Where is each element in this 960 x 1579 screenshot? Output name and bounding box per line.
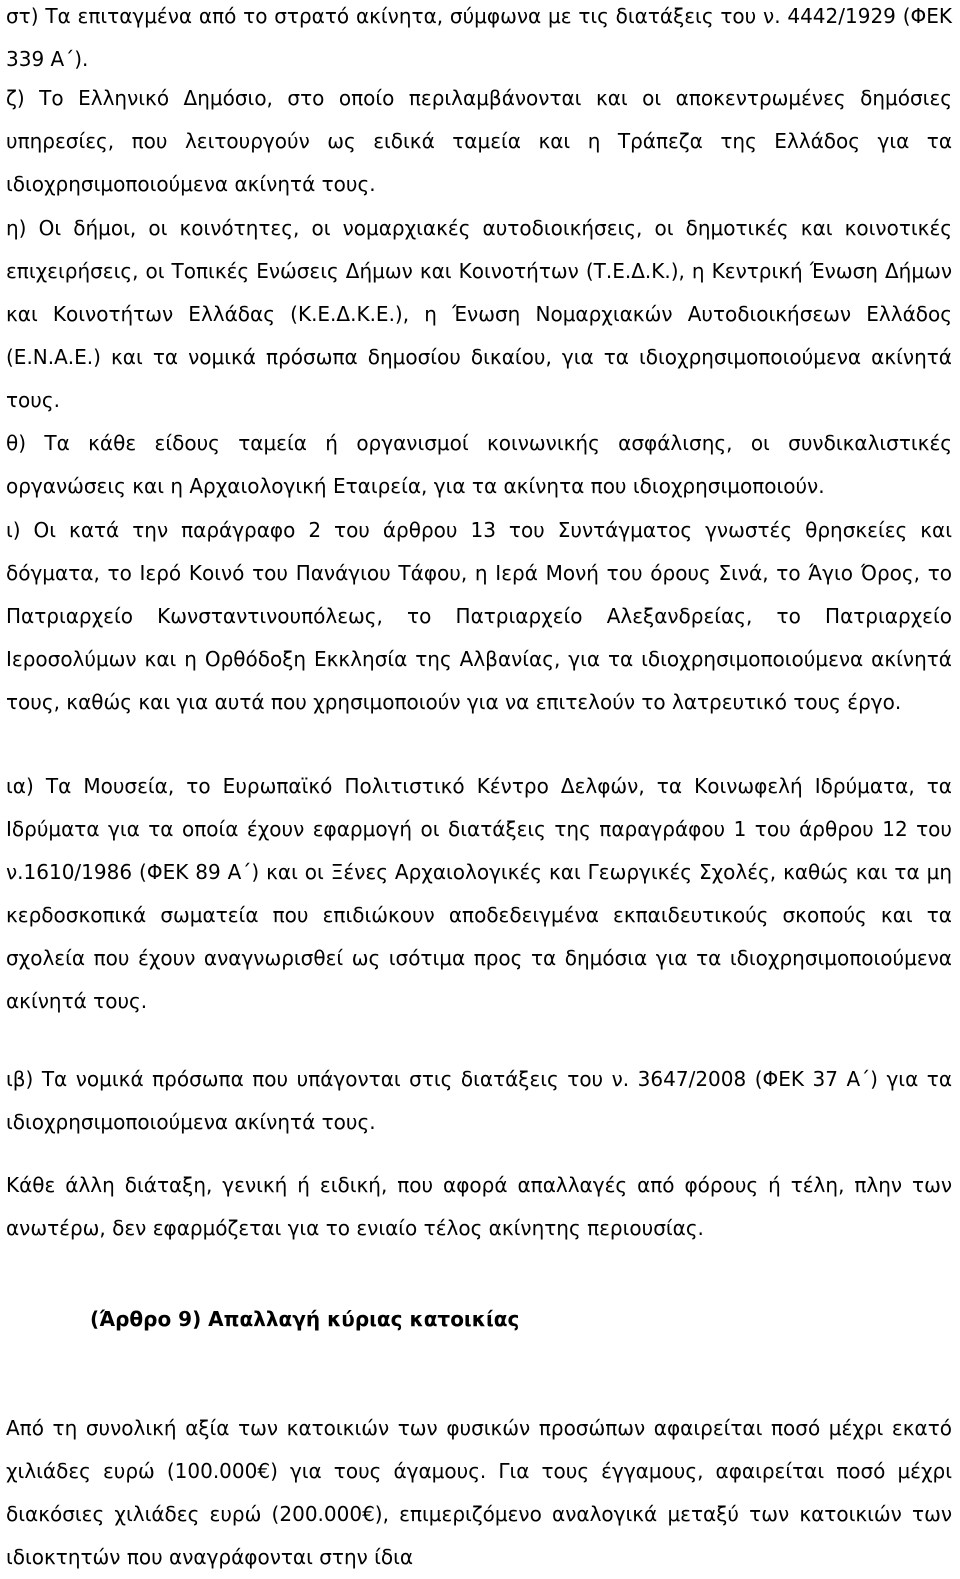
paragraph-ib: ιβ) Τα νομικά πρόσωπα που υπάγονται στις διατάξεις του ν. 3647/2008 (ΦΕΚ 37 Α΄) για τα ιδιοχρησιμοποιούμενα ακίνητά τους.	[6, 1067, 952, 1134]
paragraph-general-provision: Κάθε άλλη διάταξη, γενική ή ειδική, που αφορά απαλλαγές από φόρους ή τέλη, πλην των ανωτέρω, δεν εφαρμόζεται για το ενιαίο τέλος ακίνητης περιουσίας.	[6, 1173, 952, 1240]
paragraph-main-residence: Από τη συνολική αξία των κατοικιών των φυσικών προσώπων αφαιρείται ποσό μέχρι εκατό χιλιάδες ευρώ (100.000€) για τους άγαμους. Για τους έγγαμους, αφαιρείται ποσό μέχρι διακόσιες χιλιάδες ευρώ (200.000€), επιμεριζόμενο αναλογικά μεταξύ των κατοικιών των ιδιοκτητών που αναγράφονται στην ίδια	[6, 1416, 952, 1569]
paragraph-i: η) Οι δήμοι, οι κοινότητες, οι νομαρχιακές αυτοδιοικήσεις, οι δημοτικές και κοινοτικές επιχειρήσεις, οι Τοπικές Ενώσεις Δήμων και Κοινοτήτων (Τ.Ε.Δ.Κ.), η Κεντρική Ένωση Δήμων και Κοινοτήτων Ελλάδας (Κ.Ε.Δ.Κ.Ε.), η Ένωση Νομαρχιακών Αυτοδιοικήσεων Ελλάδος (Ε.Ν.Α.Ε.) και τα νομικά πρόσωπα δημοσίου δικαίου, για τα ιδιοχρησιμοποιούμενα ακίνητά τους.	[6, 216, 952, 412]
paragraph-iota: ι) Οι κατά την παράγραφο 2 του άρθρου 13 του Συντάγματος γνωστές θρησκείες και δόγματα, το Ιερό Κοινό του Πανάγιου Τάφου, η Ιερά Μονή του όρους Σινά, το Άγιο Όρος, το Πατριαρχείο Κωνσταντινουπόλεως, το Πατριαρχείο Αλεξανδρείας, το Πατριαρχείο Ιεροσολύμων και η Ορθόδοξη Εκκλησία της Αλβανίας, για τα ιδιοχρησιμοποιούμενα ακίνητά τους, καθώς και για αυτά που χρησιμοποιούν για να επιτελούν το λατρευτικό τους έργο.	[6, 518, 952, 714]
paragraph-z: ζ) Το Ελληνικό Δημόσιο, στο οποίο περιλαμβάνονται και οι αποκεντρωμένες δημόσιες υπηρεσίες, που λειτουργούν ως ειδικά ταμεία και η Τράπεζα της Ελλάδος για τα ιδιοχρησιμοποιούμενα ακίνητά τους.	[6, 86, 952, 196]
paragraph-st: στ) Τα επιταγμένα από το στρατό ακίνητα, σύμφωνα με τις διατάξεις του ν. 4442/1929 (ΦΕΚ 339 Α΄).	[6, 4, 952, 71]
paragraph-ia: ια) Τα Μουσεία, το Ευρωπαϊκό Πολιτιστικό Κέντρο Δελφών, τα Κοινωφελή Ιδρύματα, τα Ιδρύματα για τα οποία έχουν εφαρμογή οι διατάξεις της παραγράφου 1 του άρθρου 12 του ν.1610/1986 (ΦΕΚ 89 Α΄) και οι Ξένες Αρχαιολογικές και Γεωργικές Σχολές, καθώς και τα μη κερδοσκοπικά σωματεία που επιδιώκουν αποδεδειγμένα εκπαιδευτικούς σκοπούς και τα σχολεία που έχουν αναγνωρισθεί ως ισότιμα προς τα δημόσια για τα ιδιοχρησιμοποιούμενα ακίνητά τους.	[6, 774, 952, 1013]
article-heading: (Άρθρο 9) Απαλλαγή κύριας κατοικίας	[90, 1307, 520, 1331]
paragraph-th: θ) Τα κάθε είδους ταμεία ή οργανισμοί κοινωνικής ασφάλισης, οι συνδικαλιστικές οργανώσεις και η Αρχαιολογική Εταιρεία, για τα ακίνητα που ιδιοχρησιμοποιούν.	[6, 431, 952, 498]
